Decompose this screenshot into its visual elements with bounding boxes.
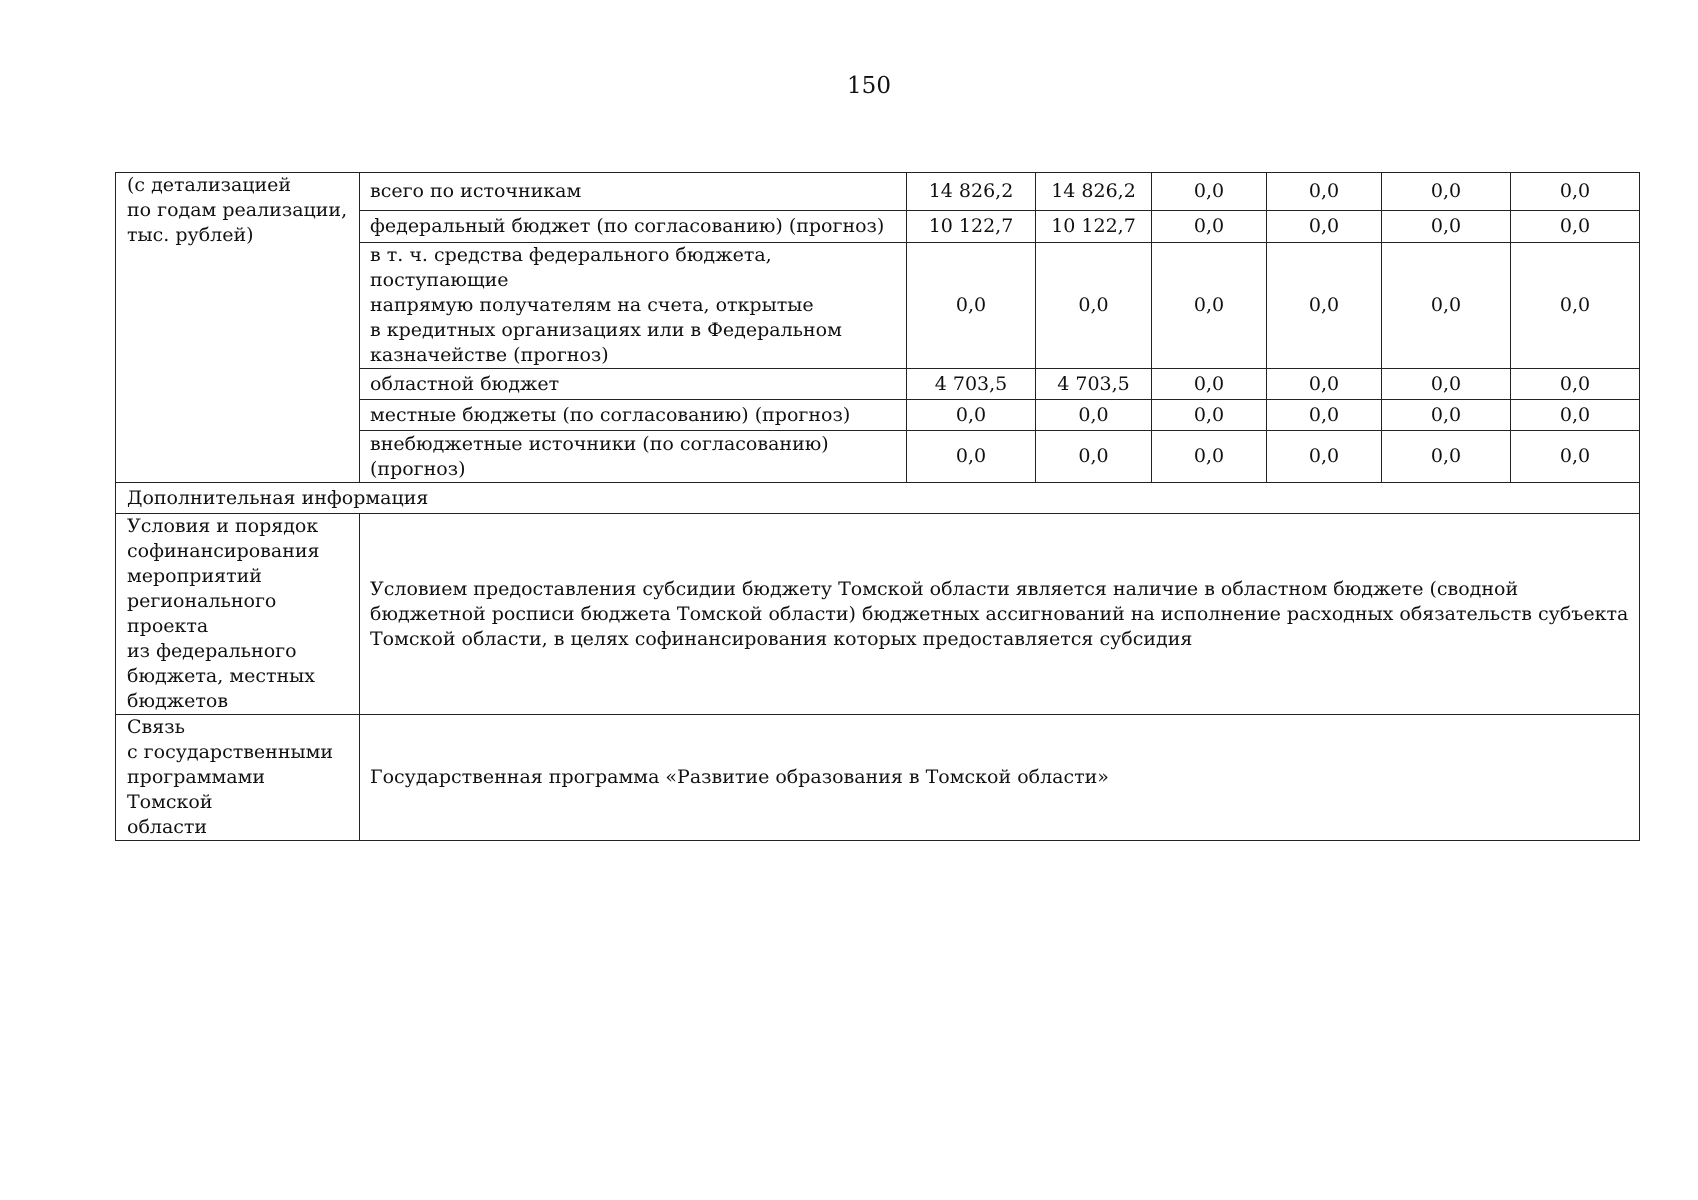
conditions-label: Условия и порядок софинансирования мероприятий регионального проекта из федерального бюджета, местных бюджетов (116, 514, 360, 715)
value-cell: 0,0 (1036, 243, 1152, 369)
row-label: федеральный бюджет (по согласованию) (прогноз) (360, 211, 907, 243)
value-cell: 0,0 (1511, 431, 1640, 483)
value-cell: 10 122,7 (1036, 211, 1152, 243)
value-cell: 14 826,2 (907, 173, 1036, 211)
value-cell: 0,0 (1511, 243, 1640, 369)
value-cell: 0,0 (1511, 173, 1640, 211)
value-cell: 0,0 (907, 400, 1036, 431)
value-cell: 0,0 (907, 243, 1036, 369)
value-cell: 0,0 (1382, 211, 1511, 243)
value-cell: 4 703,5 (907, 369, 1036, 400)
funding-table (115, 172, 1640, 841)
value-cell: 14 826,2 (1036, 173, 1152, 211)
value-cell: 0,0 (1382, 369, 1511, 400)
value-cell: 0,0 (1152, 400, 1267, 431)
state-program-link-text: Государственная программа «Развитие образования в Томской области» (360, 715, 1640, 841)
value-cell: 0,0 (1036, 400, 1152, 431)
value-cell: 0,0 (1267, 173, 1382, 211)
value-cell: 0,0 (1152, 211, 1267, 243)
value-cell: 0,0 (1036, 431, 1152, 483)
value-cell: 0,0 (1511, 369, 1640, 400)
value-cell: 0,0 (1382, 243, 1511, 369)
row-label: внебюджетные источники (по согласованию) (прогноз) (360, 431, 907, 483)
value-cell: 0,0 (1382, 173, 1511, 211)
value-cell: 0,0 (1267, 400, 1382, 431)
table-row (116, 514, 1640, 715)
value-cell: 0,0 (1152, 173, 1267, 211)
value-cell: 0,0 (1511, 211, 1640, 243)
value-cell: 0,0 (907, 431, 1036, 483)
table-row (116, 173, 1640, 211)
row-label: в т. ч. средства федерального бюджета, поступающие напрямую получателям на счета, открытые в кредитных организациях или в Федеральном казначействе (прогноз) (360, 243, 907, 369)
funding-header-cell: (с детализацией по годам реализации, тыс. рублей) (116, 173, 360, 483)
value-cell: 0,0 (1152, 243, 1267, 369)
value-cell: 0,0 (1152, 431, 1267, 483)
value-cell: 0,0 (1382, 431, 1511, 483)
row-label: местные бюджеты (по согласованию) (прогноз) (360, 400, 907, 431)
value-cell: 0,0 (1267, 369, 1382, 400)
value-cell: 10 122,7 (907, 211, 1036, 243)
value-cell: 0,0 (1152, 369, 1267, 400)
value-cell: 0,0 (1267, 211, 1382, 243)
table-row (116, 715, 1640, 841)
additional-info-heading: Дополнительная информация (116, 483, 1640, 514)
conditions-text: Условием предоставления субсидии бюджету Томской области является наличие в областном бюджете (сводной бюджетной росписи бюджета Томской области) бюджетных ассигнований на исполнение расходных обязательств субъекта Томской области, в целях софинансирования которых предоставляется субсидия (360, 514, 1640, 715)
state-program-link-label: Связь с государственными программами Томской области (116, 715, 360, 841)
value-cell: 4 703,5 (1036, 369, 1152, 400)
value-cell: 0,0 (1382, 400, 1511, 431)
value-cell: 0,0 (1511, 400, 1640, 431)
table-row (116, 483, 1640, 514)
page-number: 150 (847, 73, 891, 99)
row-label: областной бюджет (360, 369, 907, 400)
row-label: всего по источникам (360, 173, 907, 211)
value-cell: 0,0 (1267, 431, 1382, 483)
value-cell: 0,0 (1267, 243, 1382, 369)
